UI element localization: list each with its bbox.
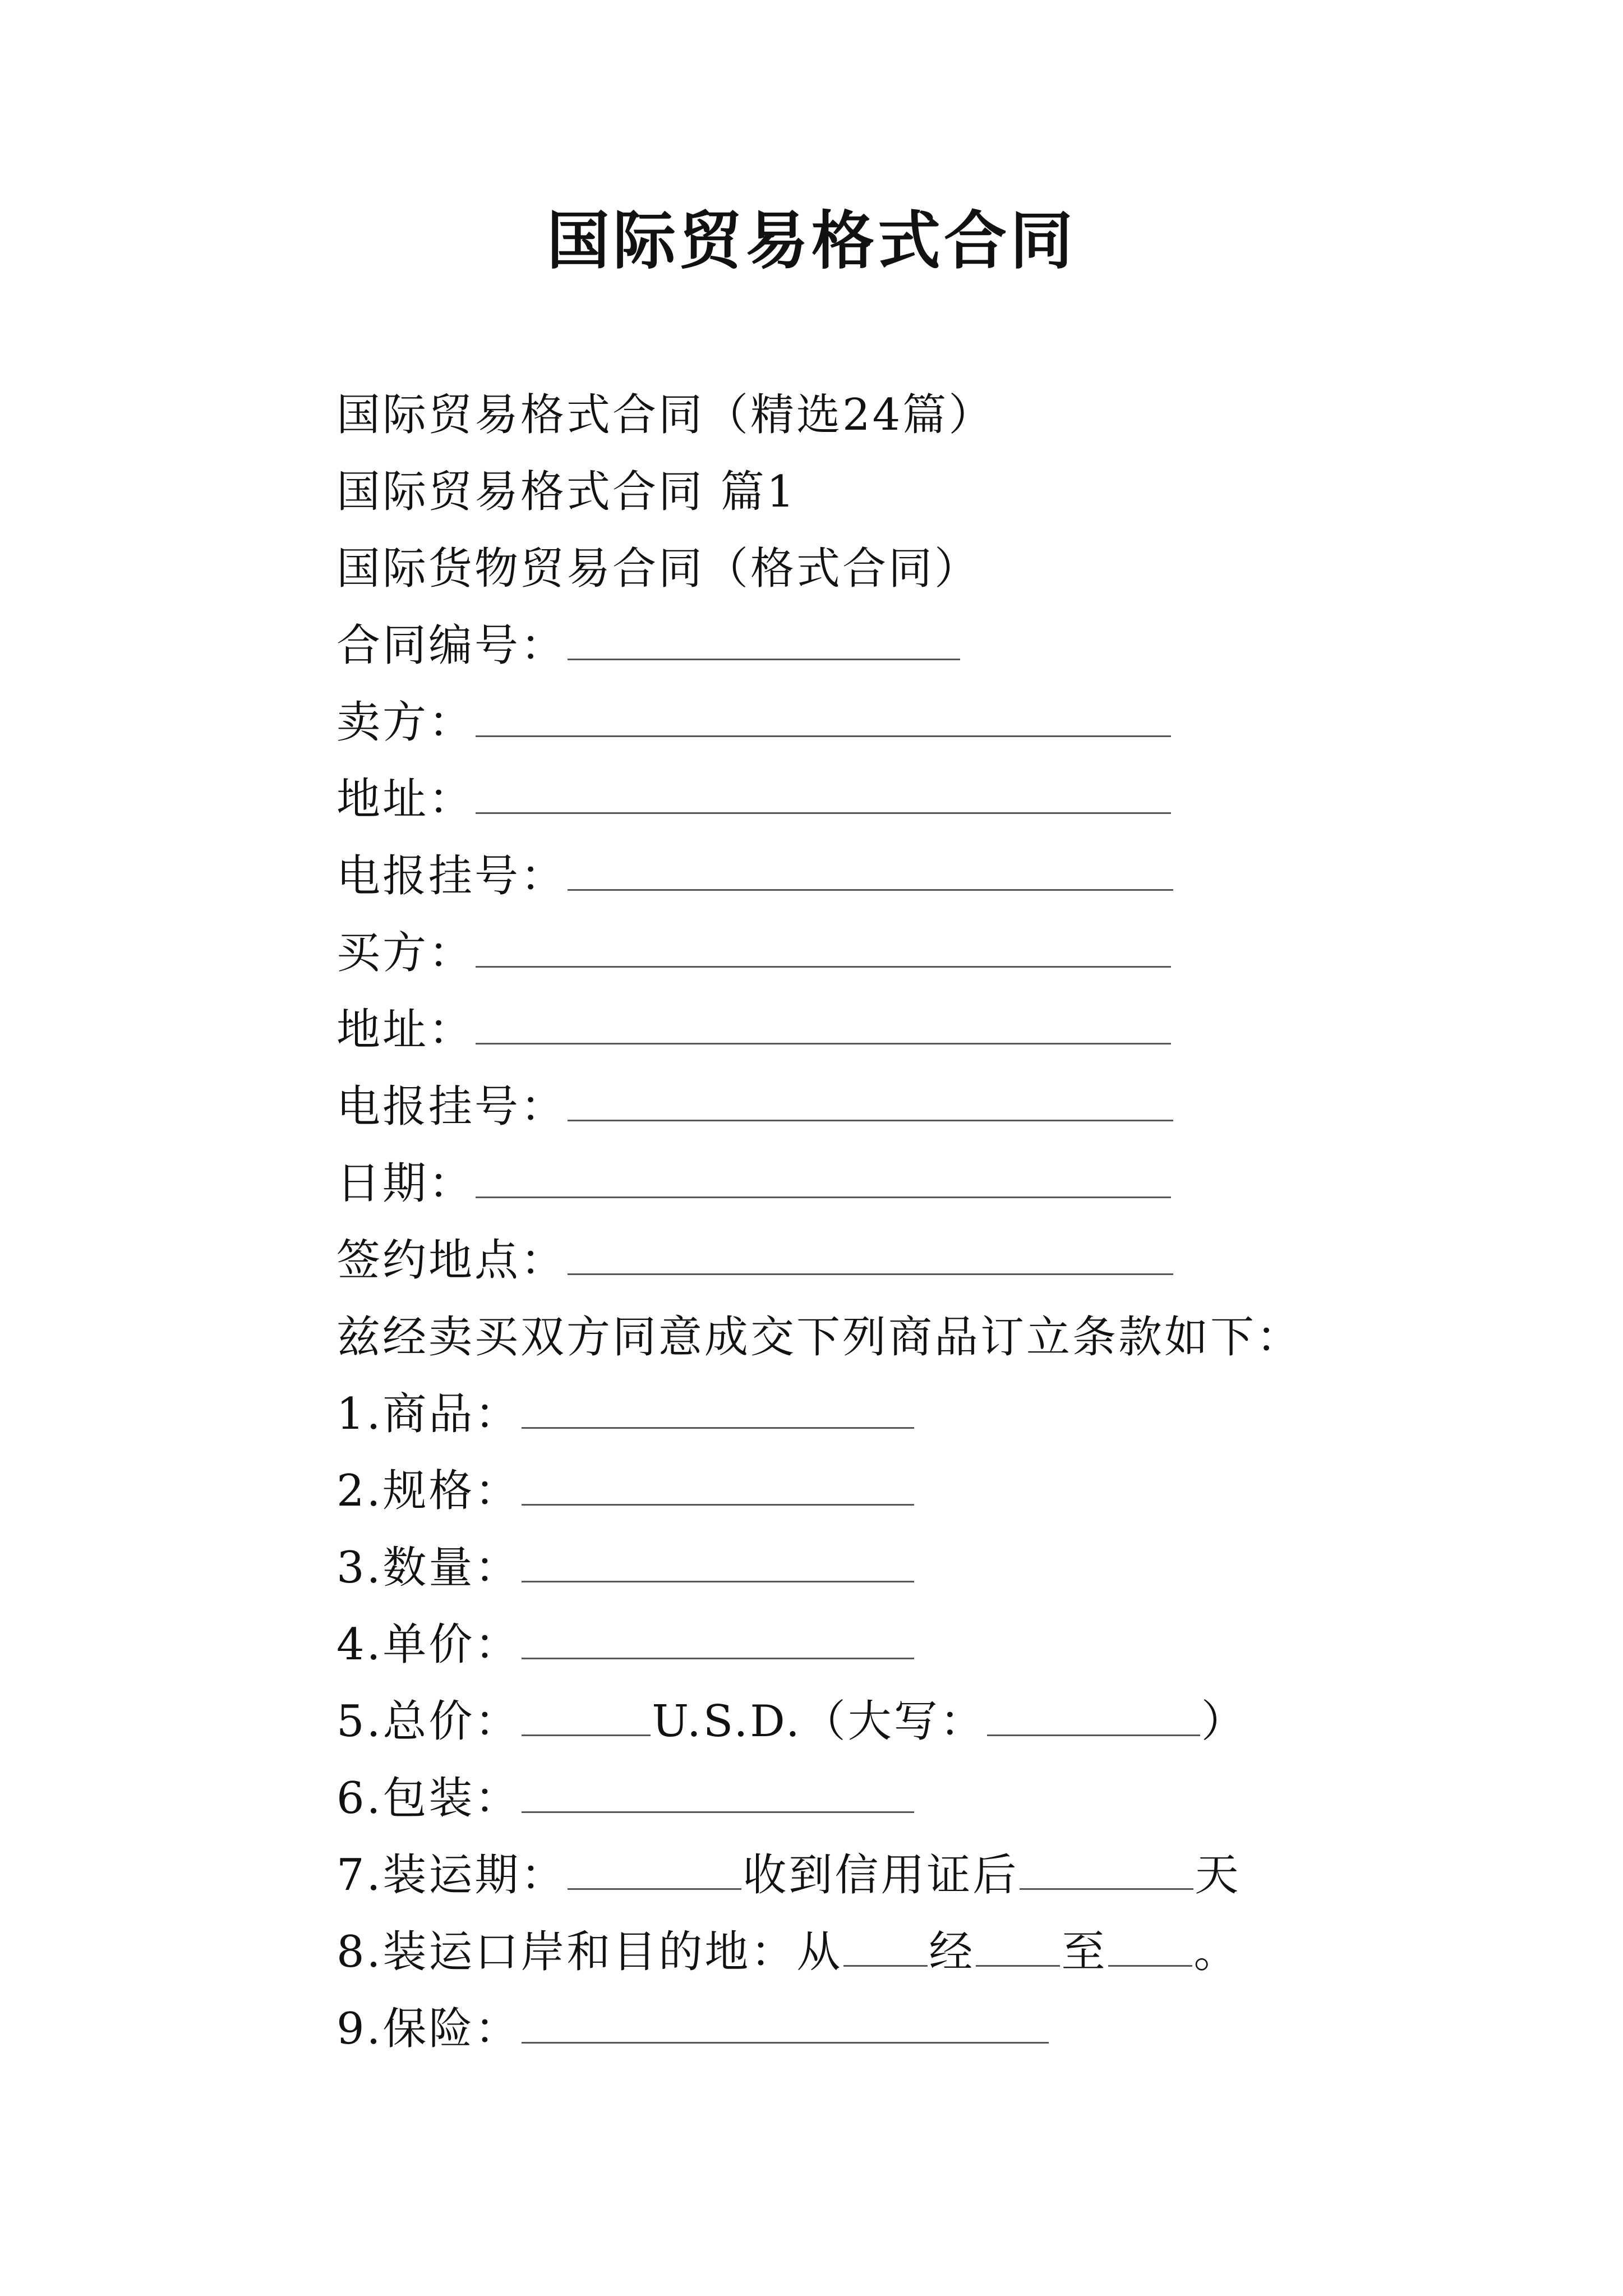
field-buyer: 买方： [336, 925, 1172, 981]
blank-line [568, 1239, 1173, 1275]
collection-heading: 国际贸易格式合同（精选24篇） [336, 390, 995, 440]
page-title: 国际贸易格式合同 [547, 204, 1076, 278]
blank-line [568, 1853, 741, 1890]
clause-unit-price: 4.单价： [336, 1617, 915, 1673]
field-seller-address: 地址： [336, 771, 1172, 827]
clause-specification: 2.规格： [336, 1463, 915, 1519]
clause-insurance: 9.保险： [336, 2001, 1050, 2057]
field-buyer-address: 地址： [336, 1002, 1172, 1058]
blank-line [987, 1700, 1200, 1736]
blank-line [1020, 1853, 1193, 1890]
field-seller: 卖方： [336, 694, 1172, 751]
field-date: 日期： [336, 1156, 1172, 1212]
blank-line [476, 931, 1171, 968]
blank-line [476, 701, 1171, 737]
clause-port-destination: 8.装运口岸和目的地：从 经 至 。 [336, 1927, 1240, 1977]
blank-line [976, 1930, 1060, 1967]
blank-line [522, 1546, 914, 1582]
agreement-statement: 兹经卖买双方同意成交下列商品订立条款如下： [336, 1312, 1303, 1363]
clause-commodity: 1.商品： [336, 1386, 915, 1442]
blank-line [568, 1085, 1173, 1121]
blank-line [476, 1162, 1171, 1198]
field-signing-place: 签约地点： [336, 1232, 1174, 1289]
clause-packing: 6.包装： [336, 1770, 915, 1826]
section-heading: 国际贸易格式合同 篇1 [336, 467, 797, 517]
blank-line [522, 1700, 651, 1736]
blank-line [522, 1469, 914, 1506]
contract-subtitle: 国际货物贸易合同（格式合同） [336, 544, 981, 594]
blank-line [522, 1623, 914, 1659]
blank-line [1108, 1930, 1192, 1967]
blank-line [568, 624, 960, 660]
blank-line [522, 2007, 1049, 2044]
blank-line [843, 1930, 928, 1967]
blank-line [522, 1392, 914, 1429]
field-contract-number: 合同编号： [336, 618, 961, 674]
clause-shipment-period: 7.装运期： 收到信用证后 天 [336, 1850, 1241, 1901]
field-buyer-cable: 电报挂号： [336, 1079, 1174, 1135]
blank-line [476, 1008, 1171, 1045]
field-seller-cable: 电报挂号： [336, 848, 1174, 904]
blank-line [568, 854, 1173, 891]
clause-total-price: 5.总价： U.S.D.（大写： ） [336, 1696, 1247, 1747]
blank-line [476, 777, 1171, 814]
clause-quantity: 3.数量： [336, 1540, 915, 1596]
blank-line [522, 1777, 914, 1813]
